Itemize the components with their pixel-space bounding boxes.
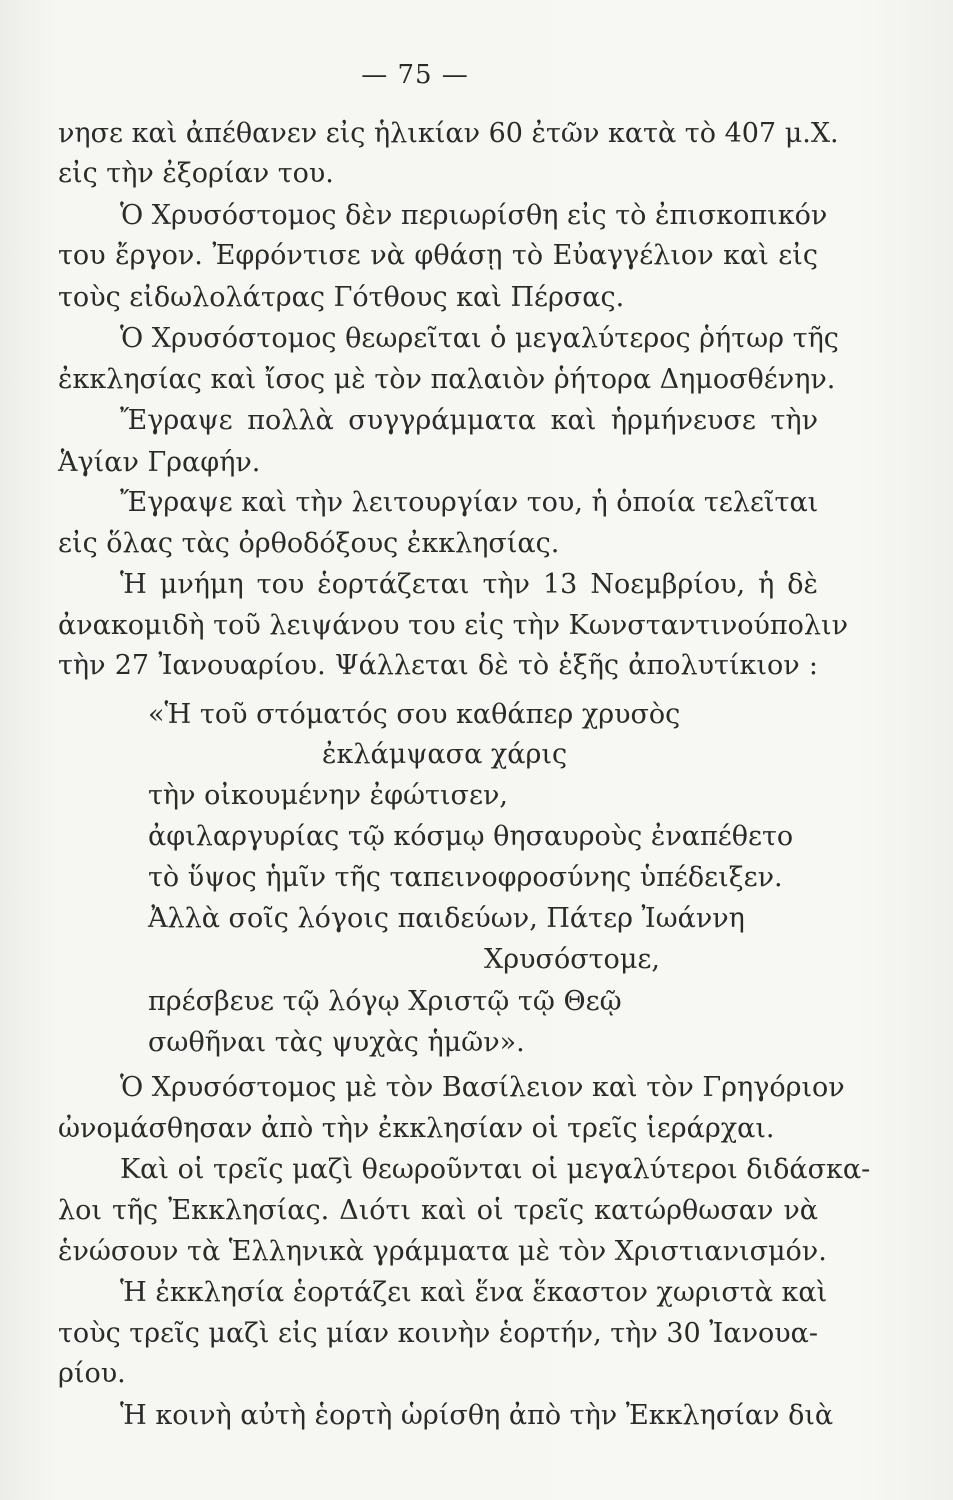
- text-line: τοὺς τρεῖς μαζὶ εἰς μίαν κοινὴν ἑορτήν, τὴν 30 Ἰανουα-: [58, 1318, 819, 1349]
- text-line: Ἁγίαν Γραφήν.: [58, 447, 261, 478]
- text-line: Ὁ Χρυσόστομος δὲν περιωρίσθη εἰς τὸ ἐπισκοπικόν: [120, 200, 828, 231]
- text-line: ἑνώσουν τὰ Ἑλληνικὰ γράμματα μὲ τὸν Χριστιανισμόν.: [58, 1236, 827, 1267]
- text-line: Ὁ Χρυσόστομος μὲ τὸν Βασίλειον καὶ τὸν Γρηγόριον: [120, 1072, 845, 1103]
- text-line: ρίου.: [58, 1358, 126, 1389]
- text-line: λοι τῆς Ἐκκλησίας. Διότι καὶ οἱ τρεῖς κατώρθωσαν νὰ: [58, 1195, 818, 1226]
- text-line: Ἡ κοινὴ αὐτὴ ἑορτὴ ὡρίσθη ἀπὸ τὴν Ἐκκλησίαν διὰ: [120, 1400, 834, 1431]
- text-line: τὴν 27 Ἰανουαρίου. Ψάλλεται δὲ τὸ ἑξῆς ἀπολυτίκιον :: [58, 650, 818, 681]
- text-line: Ἡ ἐκκλησία ἑορτάζει καὶ ἕνα ἕκαστον χωριστὰ καὶ: [120, 1277, 828, 1308]
- text-line: εἰς τὴν ἐξορίαν του.: [58, 158, 334, 189]
- text-line: Καὶ οἱ τρεῖς μαζὶ θεωροῦνται οἱ μεγαλύτεροι διδάσκα-: [120, 1154, 871, 1185]
- hymn-line: τὸ ὕψος ἡμῖν τῆς ταπεινοφροσύνης ὑπέδειξεν.: [148, 862, 783, 893]
- hymn-line: Χρυσόστομε,: [484, 944, 660, 975]
- hymn-line: Ἀλλὰ σοῖς λόγοις παιδεύων, Πάτερ Ἰωάννη: [148, 903, 745, 934]
- text-line: ὠνομάσθησαν ἀπὸ τὴν ἐκκλησίαν οἱ τρεῖς ἱεράρχαι.: [58, 1113, 775, 1144]
- text-line: νησε καὶ ἀπέθανεν εἰς ἡλικίαν 60 ἐτῶν κατὰ τὸ 407 μ.Χ.: [58, 118, 839, 149]
- text-line: του ἔργον. Ἐφρόντισε νὰ φθάσῃ τὸ Εὐαγγέλιον καὶ εἰς: [58, 240, 818, 271]
- text-line: Ἔγραψε πολλὰ συγγράμματα καὶ ἡρμήνευσε τὴν: [120, 405, 818, 436]
- text-line: Ὁ Χρυσόστομος θεωρεῖται ὁ μεγαλύτερος ῥήτωρ τῆς: [120, 323, 839, 354]
- hymn-line: ἐκλάμψασα χάρις: [322, 739, 568, 770]
- text-line: Ἡ μνήμη του ἑορτάζεται τὴν 13 Νοεμβρίου, ἡ δὲ: [120, 569, 818, 600]
- hymn-line: ἀφιλαργυρίας τῷ κόσμῳ θησαυροὺς ἐναπέθετο: [148, 821, 794, 852]
- hymn-line: σωθῆναι τὰς ψυχὰς ἡμῶν».: [148, 1027, 525, 1058]
- text-line: ἐκκλησίας καὶ ἴσος μὲ τὸν παλαιὸν ῥήτορα Δημοσθένην.: [58, 364, 836, 395]
- text-line: τοὺς εἰδωλολάτρας Γότθους καὶ Πέρσας.: [58, 282, 625, 313]
- page-number: — 75 —: [361, 60, 469, 90]
- hymn-line: τὴν οἰκουμένην ἐφώτισεν,: [148, 780, 508, 811]
- text-line: εἰς ὅλας τὰς ὀρθοδόξους ἐκκλησίας.: [58, 528, 560, 559]
- text-line: ἀνακομιδὴ τοῦ λειψάνου του εἰς τὴν Κωνσταντινούπολιν: [58, 610, 849, 641]
- hymn-line: πρέσβευε τῷ λόγῳ Χριστῷ τῷ Θεῷ: [148, 986, 622, 1017]
- hymn-line: «Ἡ τοῦ στόματός σου καθάπερ χρυσὸς: [148, 699, 681, 730]
- text-line: Ἔγραψε καὶ τὴν λειτουργίαν του, ἡ ὁποία τελεῖται: [120, 487, 819, 518]
